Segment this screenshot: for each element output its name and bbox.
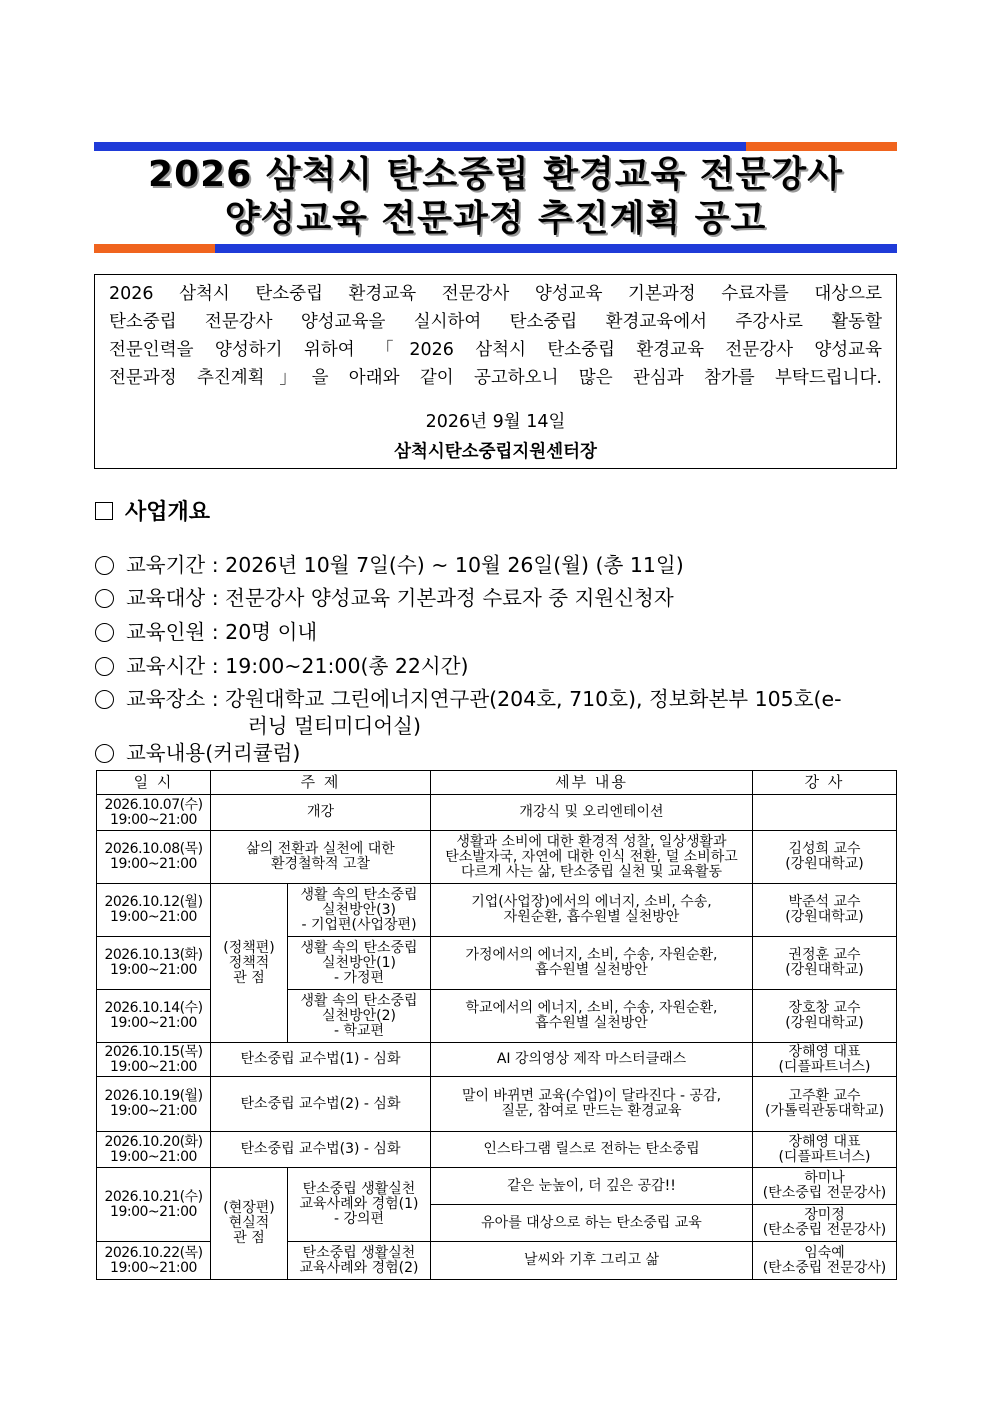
row-topic: 삶의 전환과 실천에 대한 환경철학적 고찰: [211, 831, 431, 884]
row-datetime: 2026.10.21(수) 19:00~21:00: [97, 1168, 211, 1242]
row-detail: 인스타그램 릴스로 전하는 탄소중립: [431, 1132, 753, 1168]
row-lecturer: 박준석 교수 (강원대학교): [753, 884, 897, 937]
header-topic: 주 제: [211, 771, 431, 795]
row-lecturer: 장미정 (탄소중립 전문강사): [753, 1205, 897, 1242]
title-top-bar: [94, 142, 897, 151]
row-topic: 탄소중립 교수법(2) - 심화: [211, 1077, 431, 1132]
title-top-bar-accent: [746, 142, 897, 151]
item-label: 교육시간: [126, 654, 206, 678]
row-lecturer: [753, 795, 897, 831]
section-heading: [95, 495, 210, 526]
row-lecturer: 하미나 (탄소중립 전문강사): [753, 1168, 897, 1205]
circle-bullet-icon: [95, 556, 114, 575]
row-group-field: (현장편) 현실적 관 점: [211, 1168, 288, 1280]
header-detail: 세부 내용: [431, 771, 753, 795]
header-datetime: 일 시: [97, 771, 211, 795]
item-value: 20명 이내: [225, 620, 318, 644]
section-title: 사업개요: [125, 500, 211, 525]
header-lecturer: 강 사: [753, 771, 897, 795]
table-row: [97, 1132, 897, 1168]
row-topic: 개강: [211, 795, 431, 831]
row-detail: 같은 눈높이, 더 깊은 공감!!: [431, 1168, 753, 1205]
row-datetime: 2026.10.07(수) 19:00~21:00: [97, 795, 211, 831]
notice-box: [94, 274, 897, 469]
row-datetime: 2026.10.20(화) 19:00~21:00: [97, 1132, 211, 1168]
row-datetime: 2026.10.13(화) 19:00~21:00: [97, 937, 211, 990]
row-datetime: 2026.10.22(목) 19:00~21:00: [97, 1242, 211, 1280]
page-title-line2: 양성교육 전문과정 추진계획 공고: [224, 198, 767, 239]
circle-bullet-icon: [95, 657, 114, 676]
overview-item-target: 교육대상 : 전문강사 양성교육 기본과정 수료자 중 지원신청자: [95, 583, 674, 613]
notice-date: 2026년 9월 14일: [425, 412, 566, 432]
row-lecturer: 고주환 교수 (가톨릭관동대학교): [753, 1077, 897, 1132]
notice-line: 전문과정 추진계획」을 아래와 같이 공고하오니 많은 관심과 참가를 부탁드립니다.: [109, 368, 882, 388]
notice-body: [109, 280, 882, 392]
page-title-line1: 2026 삼척시 탄소중립 환경교육 전문강사: [148, 154, 843, 195]
table-row: [97, 831, 897, 884]
row-detail: AI 강의영상 제작 마스터클래스: [431, 1043, 753, 1077]
row-lecturer: 김성희 교수 (강원대학교): [753, 831, 897, 884]
item-value: 전문강사 양성교육 기본과정 수료자 중 지원신청자: [225, 586, 674, 610]
overview-item-place-cont: [248, 711, 421, 741]
row-lecturer: 장해영 대표 (디플파트너스): [753, 1132, 897, 1168]
row-topic: 탄소중립 교수법(3) - 심화: [211, 1132, 431, 1168]
row-datetime: 2026.10.14(수) 19:00~21:00: [97, 990, 211, 1043]
item-label: 교육내용(커리큘럼): [126, 741, 301, 765]
row-lecturer: 장해영 대표 (디플파트너스): [753, 1043, 897, 1077]
circle-bullet-icon: [95, 623, 114, 642]
row-topic: 생활 속의 탄소중립 실천방안(2) - 학교편: [288, 990, 431, 1043]
curriculum-table: [96, 770, 897, 1280]
row-detail: 말이 바뀌면 교육(수업)이 달라진다 - 공감, 질문, 참여로 만드는 환경교육: [431, 1077, 753, 1132]
circle-bullet-icon: [95, 589, 114, 608]
overview-item-time: 교육시간 : 19:00~21:00(총 22시간): [95, 651, 469, 681]
item-value: 강원대학교 그린에너지연구관(204호, 710호), 정보화본부 105호(e-: [225, 687, 842, 711]
table-header-row: [97, 771, 897, 795]
circle-bullet-icon: [95, 744, 114, 763]
overview-item-curriculum: [95, 738, 300, 768]
notice-issuer: 삼척시탄소중립지원센터장: [394, 442, 597, 462]
item-value-cont: 러닝 멀티미디어실): [248, 714, 421, 738]
row-datetime: 2026.10.15(목) 19:00~21:00: [97, 1043, 211, 1077]
notice-line: 2026 삼척시 탄소중립 환경교육 전문강사 양성교육 기본과정 수료자를 대상으로: [109, 284, 882, 304]
notice-line: 전문인력을 양성하기 위하여 「2026 삼척시 탄소중립 환경교육 전문강사 양성교육: [109, 340, 882, 360]
row-topic: 탄소중립 생활실천 교육사례와 경험(2): [288, 1242, 431, 1280]
row-detail: 기업(사업장)에서의 에너지, 소비, 수송, 자원순환, 흡수원별 실천방안: [431, 884, 753, 937]
row-detail: 유아를 대상으로 하는 탄소중립 교육: [431, 1205, 753, 1242]
item-label: 교육기간: [126, 553, 206, 577]
row-detail: 생활과 소비에 대한 환경적 성찰, 일상생활과 탄소발자국, 자연에 대한 인식 전환, 덜 소비하고 다르게 사는 삶, 탄소중립 실천 및 교육활동: [431, 831, 753, 884]
item-label: 교육장소: [126, 687, 206, 711]
title-bottom-bar-accent: [94, 244, 215, 253]
row-lecturer: 장호창 교수 (강원대학교): [753, 990, 897, 1043]
item-label: 교육대상: [126, 586, 206, 610]
row-datetime: 2026.10.08(목) 19:00~21:00: [97, 831, 211, 884]
circle-bullet-icon: [95, 690, 114, 709]
row-lecturer: 임숙예 (탄소중립 전문강사): [753, 1242, 897, 1280]
table-row: [97, 884, 897, 937]
row-detail: 가정에서의 에너지, 소비, 수송, 자원순환, 흡수원별 실천방안: [431, 937, 753, 990]
row-detail: 개강식 및 오리엔테이션: [431, 795, 753, 831]
row-topic: 생활 속의 탄소중립 실천방안(1) - 가정편: [288, 937, 431, 990]
item-label: 교육인원: [126, 620, 206, 644]
table-row: [97, 1043, 897, 1077]
table-row: [97, 1168, 897, 1205]
table-row: [97, 1077, 897, 1132]
notice-line: 탄소중립 전문강사 양성교육을 실시하여 탄소중립 환경교육에서 주강사로 활동할: [109, 312, 882, 332]
row-topic: 생활 속의 탄소중립 실천방안(3) - 기업편(사업장편): [288, 884, 431, 937]
overview-item-place: 교육장소 : 강원대학교 그린에너지연구관(204호, 710호), 정보화본부 105호(e-: [95, 684, 895, 714]
item-value: 19:00~21:00(총 22시간): [225, 654, 469, 678]
square-bullet-icon: [95, 502, 113, 520]
overview-item-period: 교육기간 : 2026년 10월 7일(수) ~ 10월 26일(월) (총 11일): [95, 550, 684, 580]
row-topic: 탄소중립 생활실천 교육사례와 경험(1) - 강의편: [288, 1168, 431, 1242]
row-detail: 날씨와 기후 그리고 삶: [431, 1242, 753, 1280]
row-datetime: 2026.10.12(월) 19:00~21:00: [97, 884, 211, 937]
item-value: 2026년 10월 7일(수) ~ 10월 26일(월) (총 11일): [225, 553, 684, 577]
overview-item-capacity: 교육인원 : 20명 이내: [95, 617, 317, 647]
row-detail: 학교에서의 에너지, 소비, 수송, 자원순환, 흡수원별 실천방안: [431, 990, 753, 1043]
table-row: [97, 795, 897, 831]
row-group-policy: (정책편) 정책적 관 점: [211, 884, 288, 1043]
title-bottom-bar: [94, 244, 897, 253]
row-topic: 탄소중립 교수법(1) - 심화: [211, 1043, 431, 1077]
row-datetime: 2026.10.19(월) 19:00~21:00: [97, 1077, 211, 1132]
row-lecturer: 권정훈 교수 (강원대학교): [753, 937, 897, 990]
